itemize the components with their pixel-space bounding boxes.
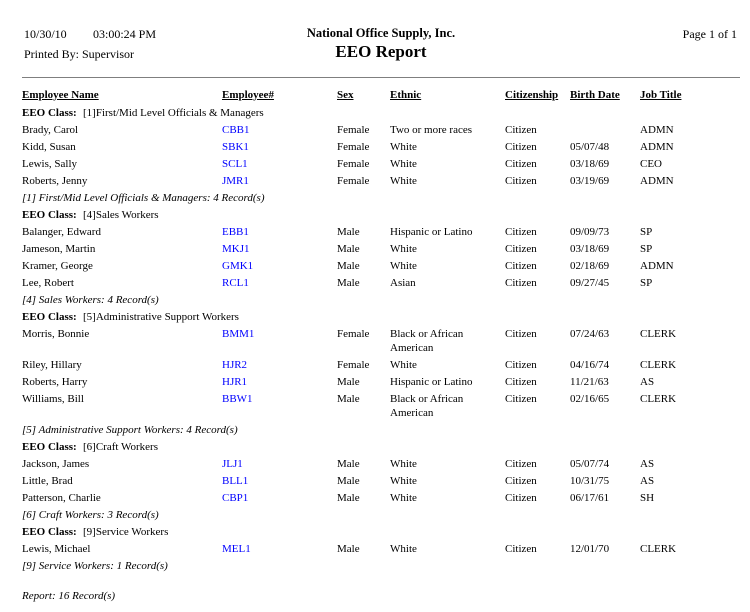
employee-name-cell: Kidd, Susan [22, 141, 76, 153]
birth-date-cell: 03/18/69 [570, 158, 610, 170]
job-title-cell: ADMN [640, 175, 674, 187]
ethnic-cell: White [390, 359, 417, 371]
ethnic-cell: White [390, 260, 417, 272]
employee-number-link[interactable]: JMR1 [222, 175, 249, 187]
citizenship-cell: Citizen [505, 243, 537, 255]
ethnic-cell: White [390, 475, 417, 487]
employee-number-cell [222, 157, 337, 171]
employee-row [22, 157, 740, 174]
job-title-cell: ADMN [640, 260, 674, 272]
eeo-class-label: EEO Class: [22, 107, 77, 119]
job-title-cell: CLERK [640, 328, 677, 340]
employee-row [22, 358, 740, 375]
employee-row [22, 259, 740, 276]
employee-number-link[interactable]: EBB1 [222, 226, 249, 238]
birth-date-cell: 09/27/45 [570, 277, 610, 289]
employee-name-cell: Jackson, James [22, 458, 90, 470]
citizenship-cell: Citizen [505, 393, 537, 405]
eeo-class-row [22, 440, 740, 457]
sex-cell: Male [337, 543, 360, 555]
ethnic-cell: White [390, 175, 417, 187]
employee-name-cell: Roberts, Jenny [22, 175, 88, 187]
employee-row [22, 542, 740, 559]
birth-date-cell: 03/18/69 [570, 243, 610, 255]
employee-number-cell [222, 242, 337, 256]
eeo-class-name: [5]Administrative Support Workers [83, 311, 239, 323]
section-record-count: [5] Administrative Support Workers: 4 Record(s) [22, 424, 238, 436]
sex-cell: Male [337, 376, 360, 388]
eeo-class-name: [6]Craft Workers [83, 441, 158, 453]
citizenship-cell: Citizen [505, 475, 537, 487]
citizenship-cell: Citizen [505, 158, 537, 170]
employee-number-link[interactable]: JLJ1 [222, 458, 243, 470]
section-record-count: [4] Sales Workers: 4 Record(s) [22, 294, 159, 306]
job-title-cell: SP [640, 277, 653, 289]
employee-name-cell: Riley, Hillary [22, 359, 82, 371]
employee-number-cell [222, 392, 337, 420]
citizenship-cell: Citizen [505, 376, 537, 388]
sex-cell: Female [337, 175, 370, 187]
employee-number-link[interactable]: BLL1 [222, 475, 249, 487]
report-record-count: Report: 16 Record(s) [22, 590, 116, 602]
employee-name-cell: Williams, Bill [22, 393, 84, 405]
citizenship-cell: Citizen [505, 359, 537, 371]
employee-name-cell: Lewis, Michael [22, 543, 91, 555]
employee-row [22, 276, 740, 293]
eeo-class-row [22, 310, 740, 327]
employee-number-link[interactable]: SCL1 [222, 158, 248, 170]
employee-row [22, 327, 740, 358]
ethnic-cell: Black or African American [390, 393, 464, 419]
birth-date-cell: 02/18/69 [570, 260, 610, 272]
eeo-class-label: EEO Class: [22, 311, 77, 323]
page-indicator: Page 1 of 1 [682, 27, 737, 41]
employee-row [22, 491, 740, 508]
section-record-count: [9] Service Workers: 1 Record(s) [22, 560, 168, 572]
citizenship-cell: Citizen [505, 492, 537, 504]
employee-number-cell [222, 375, 337, 389]
employee-number-link[interactable]: CBB1 [222, 124, 250, 136]
ethnic-cell: Hispanic or Latino [390, 226, 473, 238]
employee-number-link[interactable]: BMM1 [222, 328, 255, 340]
company-name: National Office Supply, Inc. [306, 26, 456, 40]
job-title-cell: AS [640, 458, 655, 470]
column-header-birth-date: Birth Date [570, 89, 620, 101]
employee-name-cell: Patterson, Charlie [22, 492, 101, 504]
employee-number-cell [222, 123, 337, 137]
employee-number-link[interactable]: MEL1 [222, 543, 251, 555]
sex-cell: Female [337, 124, 370, 136]
eeo-class-row [22, 208, 740, 225]
job-title-cell: SP [640, 226, 653, 238]
employee-number-link[interactable]: GMK1 [222, 260, 254, 272]
eeo-class-row [22, 525, 740, 542]
citizenship-cell: Citizen [505, 226, 537, 238]
job-title-cell: SP [640, 243, 653, 255]
eeo-class-name: [4]Sales Workers [83, 209, 159, 221]
ethnic-cell: White [390, 458, 417, 470]
employee-number-link[interactable]: BBW1 [222, 393, 253, 405]
employee-row [22, 474, 740, 491]
employee-number-cell [222, 358, 337, 372]
sex-cell: Male [337, 277, 360, 289]
employee-name-cell: Balanger, Edward [22, 226, 101, 238]
sex-cell: Male [337, 492, 360, 504]
sex-cell: Male [337, 243, 360, 255]
ethnic-cell: White [390, 158, 417, 170]
birth-date-cell: 05/07/48 [570, 141, 610, 153]
print-time: 03:00:24 PM [93, 27, 157, 41]
employee-number-cell [222, 259, 337, 273]
citizenship-cell: Citizen [505, 328, 537, 340]
employee-row [22, 457, 740, 474]
employee-name-cell: Roberts, Harry [22, 376, 88, 388]
job-title-cell: CLERK [640, 543, 677, 555]
employee-row [22, 140, 740, 157]
employee-number-link[interactable]: MKJ1 [222, 243, 250, 255]
employee-row [22, 375, 740, 392]
citizenship-cell: Citizen [505, 543, 537, 555]
employee-name-cell: Lewis, Sally [22, 158, 77, 170]
column-header-sex: Sex [337, 89, 354, 101]
birth-date-cell: 02/16/65 [570, 393, 610, 405]
ethnic-cell: White [390, 243, 417, 255]
employee-row [22, 123, 740, 140]
citizenship-cell: Citizen [505, 175, 537, 187]
employee-number-cell [222, 140, 337, 154]
eeo-class-label: EEO Class: [22, 526, 77, 538]
birth-date-cell: 11/21/63 [570, 376, 609, 388]
ethnic-cell: White [390, 141, 417, 153]
birth-date-cell: 07/24/63 [570, 328, 610, 340]
employee-number-cell [222, 491, 337, 505]
employee-number-link[interactable]: SBK1 [222, 141, 249, 153]
eeo-class-name: [9]Service Workers [83, 526, 169, 538]
eeo-class-row [22, 106, 740, 123]
ethnic-cell: Two or more races [390, 124, 473, 136]
employee-number-link[interactable]: CBP1 [222, 492, 249, 504]
table-body [22, 106, 740, 603]
table-header-row [22, 88, 740, 102]
section-record-count: [6] Craft Workers: 3 Record(s) [22, 509, 159, 521]
job-title-cell: ADMN [640, 141, 674, 153]
citizenship-cell: Citizen [505, 260, 537, 272]
birth-date-cell [570, 123, 640, 137]
ethnic-cell: Hispanic or Latino [390, 376, 473, 388]
citizenship-cell: Citizen [505, 124, 537, 136]
citizenship-cell: Citizen [505, 277, 537, 289]
employee-number-cell [222, 276, 337, 290]
column-header-citizenship: Citizenship [505, 89, 559, 101]
job-title-cell: ADMN [640, 124, 674, 136]
citizenship-cell: Citizen [505, 458, 537, 470]
employee-number-link[interactable]: HJR1 [222, 376, 248, 388]
employee-number-cell [222, 225, 337, 239]
employee-name-cell: Lee, Robert [22, 277, 74, 289]
sex-cell: Male [337, 393, 360, 405]
birth-date-cell: 12/01/70 [570, 543, 610, 555]
employee-number-cell [222, 542, 337, 556]
eeo-class-name: [1]First/Mid Level Officials & Managers [83, 107, 264, 119]
employee-row [22, 392, 740, 423]
employee-name-cell: Brady, Carol [22, 124, 79, 136]
employee-number-link[interactable]: RCL1 [222, 277, 249, 289]
section-record-count: [1] First/Mid Level Officials & Managers: 4 Record(s) [22, 192, 265, 204]
ethnic-cell: White [390, 543, 417, 555]
job-title-cell: SH [640, 492, 655, 504]
job-title-cell: CLERK [640, 359, 677, 371]
employee-row [22, 242, 740, 259]
employee-row [22, 225, 740, 242]
employee-number-link[interactable]: HJR2 [222, 359, 248, 371]
employee-row [22, 174, 740, 191]
employee-name-cell: Little, Brad [22, 475, 73, 487]
job-title-cell: AS [640, 376, 655, 388]
employee-number-cell [222, 174, 337, 188]
sex-cell: Female [337, 328, 370, 340]
job-title-cell: CEO [640, 158, 662, 170]
birth-date-cell: 09/09/73 [570, 226, 610, 238]
sex-cell: Female [337, 141, 370, 153]
sex-cell: Female [337, 359, 370, 371]
birth-date-cell: 06/17/61 [570, 492, 610, 504]
job-title-cell: CLERK [640, 393, 677, 405]
column-header-employee-number: Employee# [222, 89, 274, 101]
employee-number-cell [222, 474, 337, 488]
employee-name-cell: Morris, Bonnie [22, 328, 90, 340]
ethnic-cell: White [390, 492, 417, 504]
birth-date-cell: 04/16/74 [570, 359, 610, 371]
employee-name-cell: Kramer, George [22, 260, 93, 272]
sex-cell: Male [337, 475, 360, 487]
birth-date-cell: 05/07/74 [570, 458, 610, 470]
printed-by: Printed By: Supervisor [24, 47, 134, 61]
employee-number-cell [222, 457, 337, 471]
eeo-class-label: EEO Class: [22, 209, 77, 221]
column-header-employee-name: Employee Name [22, 89, 99, 101]
citizenship-cell: Citizen [505, 141, 537, 153]
birth-date-cell: 03/19/69 [570, 175, 610, 187]
ethnic-cell: Asian [390, 277, 416, 289]
eeo-class-label: EEO Class: [22, 441, 77, 453]
employee-name-cell: Jameson, Martin [22, 243, 96, 255]
birth-date-cell: 10/31/75 [570, 475, 610, 487]
sex-cell: Female [337, 158, 370, 170]
column-header-ethnic: Ethnic [390, 89, 422, 101]
sex-cell: Male [337, 458, 360, 470]
sex-cell: Male [337, 260, 360, 272]
job-title-cell: AS [640, 475, 655, 487]
column-header-job-title: Job Title [640, 89, 682, 101]
employee-number-cell [222, 327, 337, 355]
header-divider [22, 77, 740, 78]
sex-cell: Male [337, 226, 360, 238]
ethnic-cell: Black or African American [390, 328, 464, 354]
print-date: 10/30/10 [24, 27, 67, 41]
report-title: EEO Report [335, 42, 427, 61]
